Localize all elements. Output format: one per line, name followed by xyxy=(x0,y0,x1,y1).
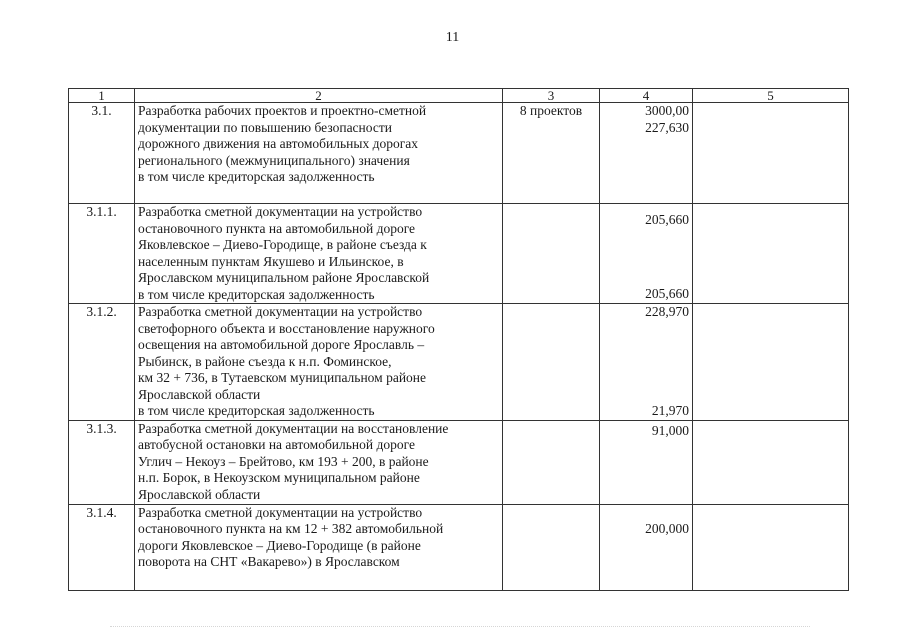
description-line: Углич – Некоуз – Брейтово, км 193 + 200, в районе xyxy=(138,453,429,469)
row-description xyxy=(135,304,503,421)
row-note xyxy=(693,103,849,204)
scan-artifact-line xyxy=(110,626,810,631)
description-line: км 32 + 736, в Тутаевском муниципальном районе xyxy=(138,370,427,385)
row-quantity: 8 проектов xyxy=(503,103,600,204)
row-note xyxy=(693,420,849,504)
row-number: 3.1.2. xyxy=(69,304,135,421)
row-number: 3.1.3. xyxy=(69,420,135,504)
description-line: Разработка сметной документации на устройство xyxy=(138,204,423,219)
row-note xyxy=(693,504,849,590)
row-amount xyxy=(600,204,693,304)
description-line: регионального (межмуниципального) значения xyxy=(138,152,410,168)
header-col-3: 3 xyxy=(503,89,600,103)
description-line: Разработка сметной документации на устройство xyxy=(138,304,423,319)
row-number: 3.1. xyxy=(69,103,135,204)
description-line: Ярославской области xyxy=(138,486,261,502)
description-line: Яковлевское – Диево-Городище, в районе съезда к xyxy=(138,237,427,252)
table-row xyxy=(69,304,849,421)
row-amount xyxy=(600,420,693,504)
description-line: остановочного пункта на автомобильной дороге xyxy=(138,220,416,236)
row-amount xyxy=(600,504,693,590)
description-line: населенным пунктам Якушево и Ильинское, в xyxy=(138,253,404,269)
description-line: Рыбинск, в районе съезда к н.п. Фоминское, xyxy=(138,353,392,369)
description-line: Разработка рабочих проектов и проектно-сметной xyxy=(138,103,427,118)
row-note xyxy=(693,304,849,421)
amount-value: 228,970 xyxy=(645,304,689,319)
header-col-5: 5 xyxy=(693,89,849,103)
row-amount xyxy=(600,103,693,204)
description-line: в том числе кредиторская задолженность xyxy=(138,286,375,302)
row-number: 3.1.4. xyxy=(69,504,135,590)
row-quantity xyxy=(503,420,600,504)
amount-debt-value: 205,660 xyxy=(645,285,689,301)
description-line: Разработка сметной документации на устройство xyxy=(138,504,423,520)
row-quantity xyxy=(503,204,600,304)
row-amount xyxy=(600,304,693,421)
description-line: в том числе кредиторская задолженность xyxy=(138,169,375,184)
amount-value: 3000,00 xyxy=(645,103,689,118)
description-line: в том числе кредиторская задолженность xyxy=(138,403,375,418)
page-number: 11 xyxy=(445,30,460,45)
description-line: Ярославском муниципальном районе Ярославской xyxy=(138,270,430,285)
description-line: Ярославской области xyxy=(138,386,261,402)
description-line: автобусной остановки на автомобильной дороге xyxy=(138,437,415,452)
row-number: 3.1.1. xyxy=(69,204,135,304)
description-line: поворота на СНТ «Вакарево») в Ярославском xyxy=(138,554,400,569)
table-row xyxy=(69,420,849,504)
row-quantity xyxy=(503,504,600,590)
description-line: дорожного движения на автомобильных дорогах xyxy=(138,136,418,151)
row-note xyxy=(693,204,849,304)
header-col-4: 4 xyxy=(600,89,693,103)
description-line: н.п. Борок, в Некоузском муниципальном районе xyxy=(138,470,420,485)
description-line: Разработка сметной документации на восстановление xyxy=(138,420,449,436)
table-row xyxy=(69,204,849,304)
table-header-row xyxy=(69,89,849,103)
table-row xyxy=(69,103,849,204)
amount-value: 205,660 xyxy=(645,212,689,227)
data-table xyxy=(68,88,849,591)
description-line: освещения на автомобильной дороге Ярославль – xyxy=(138,337,425,352)
header-col-2: 2 xyxy=(135,89,503,103)
row-description xyxy=(135,504,503,590)
description-line: светофорного объекта и восстановление наружного xyxy=(138,320,435,336)
header-col-1: 1 xyxy=(69,89,135,103)
amount-value: 91,000 xyxy=(651,422,689,438)
description-line: дороги Яковлевское – Диево-Городище (в районе xyxy=(138,537,421,553)
table-row xyxy=(69,504,849,590)
row-quantity xyxy=(503,304,600,421)
amount-debt-value: 21,970 xyxy=(651,402,689,418)
description-line: остановочного пункта на км 12 + 382 автомобильной xyxy=(138,521,444,536)
row-description xyxy=(135,420,503,504)
amount-value: 227,630 xyxy=(645,119,689,135)
row-description xyxy=(135,204,503,304)
row-description xyxy=(135,103,503,204)
description-line: документации по повышению безопасности xyxy=(138,119,392,135)
amount-value: 200,000 xyxy=(645,520,689,536)
